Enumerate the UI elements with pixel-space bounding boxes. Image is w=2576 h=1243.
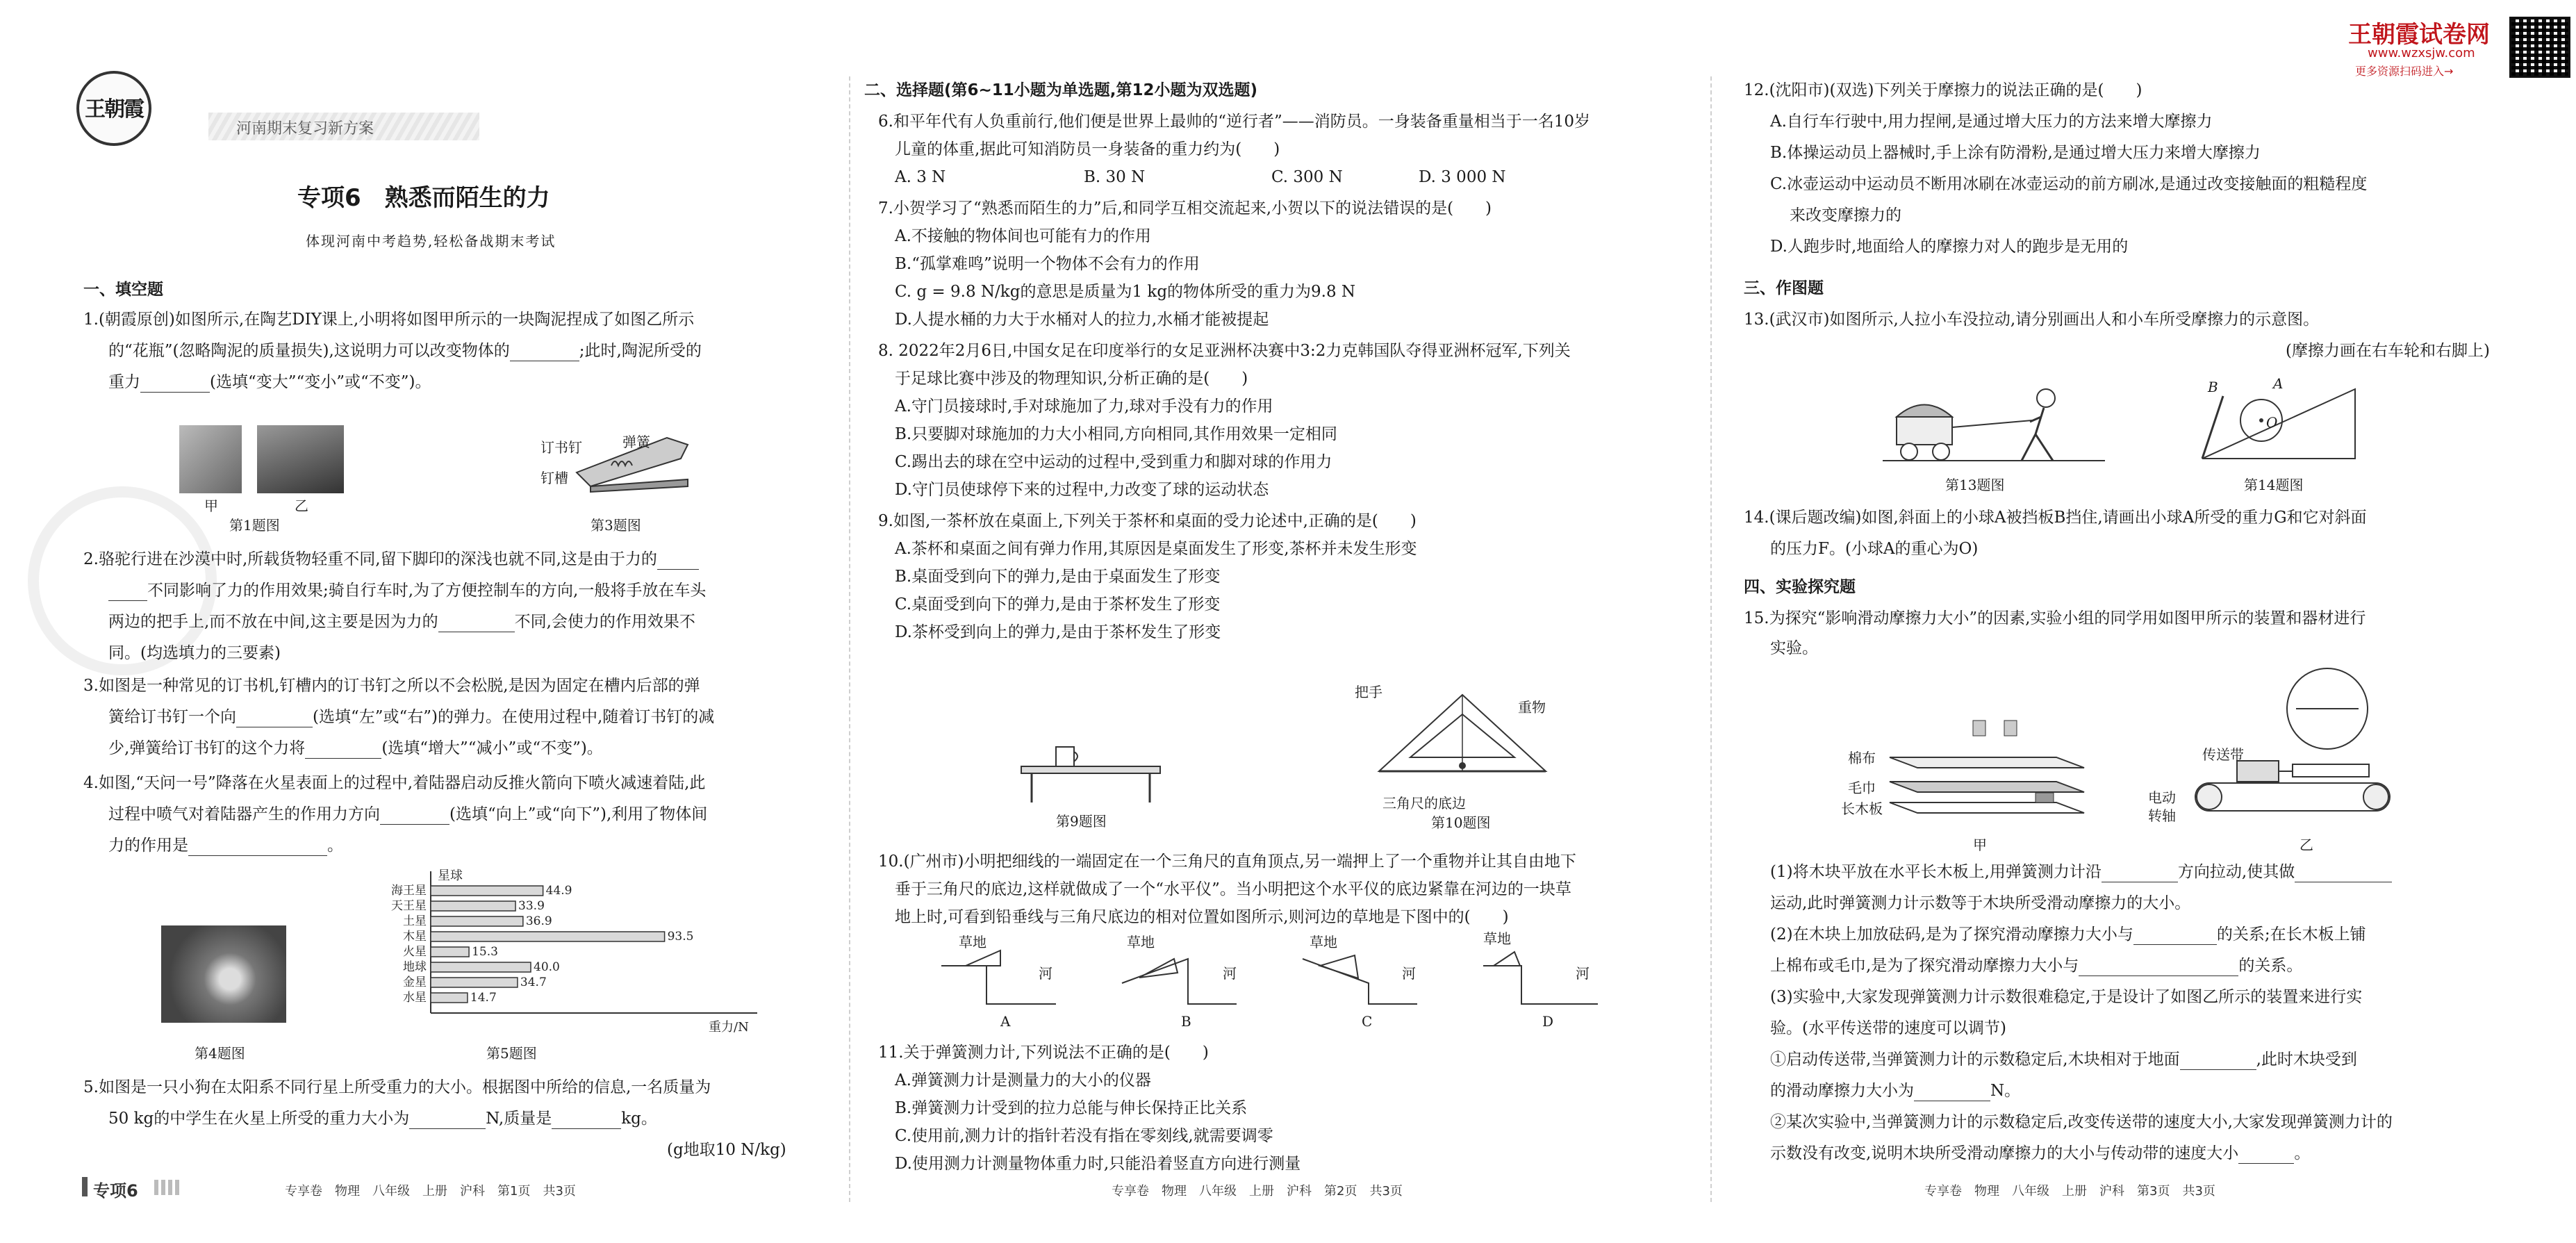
- category-label: 天王星: [391, 899, 427, 913]
- q15-p3-text-b: ,此时木块受到: [2256, 1051, 2357, 1069]
- section-choice: 二、选择题(第6~11小题为单选题,第12小题为双选题): [864, 81, 1258, 99]
- q6-opt-a[interactable]: A. 3 N: [895, 168, 946, 186]
- q9-opt-c[interactable]: C.桌面受到向下的弹力,是由于茶杯发生了形变: [895, 595, 1221, 614]
- q15-p3-text-f: 。: [2294, 1144, 2311, 1162]
- q15-p3-text-d: N。: [1990, 1082, 2021, 1100]
- x-axis-label: 重力/N: [709, 1020, 749, 1035]
- bar: [431, 962, 531, 972]
- q1-line-1: 1.(朝霞原创)如图所示,在陶艺DIY课上,小明将如图甲所示的一块陶泥捏成了如图乙所示: [83, 311, 695, 329]
- bar: [431, 993, 468, 1003]
- fig1-label-b: 乙: [295, 497, 308, 514]
- q6-opt-d[interactable]: D. 3 000 N: [1419, 168, 1506, 186]
- value-label: 33.9: [518, 899, 545, 913]
- q6-line-2: 儿童的体重,据此可知消防员一身装备的重力约为( ): [895, 140, 1280, 158]
- q9-opt-b[interactable]: B.桌面受到向下的弹力,是由于桌面发生了形变: [895, 568, 1221, 586]
- bar: [431, 978, 518, 987]
- q15-part1-line1: [1770, 862, 2392, 882]
- fig4-caption: 第4题图: [195, 1045, 245, 1062]
- q5-gravity-note: (g地取10 N/kg): [667, 1141, 786, 1159]
- q6-line-1: 6.和平年代有人负重前行,他们便是世界上最帅的“逆行者”——消防员。一身装备重量相当于一名10岁: [878, 113, 1591, 131]
- q15-part3-sub1: [1770, 1049, 2357, 1070]
- page-subtitle: 体现河南中考趋势,轻松备战期末考试: [306, 233, 556, 249]
- q1-text-b: ;此时,陶泥所受的: [579, 342, 702, 360]
- category-label: 地球: [403, 960, 427, 974]
- q3-blank-2[interactable]: [305, 743, 381, 759]
- watermark-tagline: 更多资源扫码进入→: [2355, 65, 2454, 78]
- q15-blank-7[interactable]: [2238, 1148, 2294, 1164]
- fig15-label-towel: 毛巾: [1848, 780, 1876, 796]
- q14-line-2: 的压力F。(小球A的重心为O): [1770, 540, 1979, 558]
- q12-opt-d[interactable]: D.人跑步时,地面给人的摩擦力对人的跑步是无用的: [1770, 238, 2129, 256]
- q12-opt-a[interactable]: A.自行车行驶中,用力捏闸,是通过增大压力的方法来增大摩擦力: [1770, 113, 2213, 131]
- bar: [431, 947, 469, 957]
- bar: [431, 916, 523, 926]
- q4-text-b: (选填“向上”或“向下”),利用了物体间: [449, 805, 708, 823]
- footer-pattern: [154, 1180, 179, 1195]
- category-label: 海王星: [391, 884, 427, 898]
- value-label: 44.9: [545, 884, 572, 898]
- q8-opt-a[interactable]: A.守门员接球时,手对球施加了力,球对手没有力的作用: [895, 397, 1273, 415]
- fig9-caption: 第9题图: [1056, 813, 1107, 830]
- bar: [431, 886, 543, 896]
- q15-blank-3[interactable]: [2133, 929, 2217, 945]
- q7-opt-c[interactable]: C. g = 9.8 N/kg的意思是质量为1 kg的物体所受的重力为9.8 N: [895, 283, 1356, 301]
- logo-text: 王朝霞: [85, 97, 143, 122]
- q3-line-3: [108, 738, 603, 759]
- q15-part3-sub2-line2: [1770, 1143, 2310, 1164]
- q2-text-b: 不同影响了力的作用效果;骑自行车时,为了方便控制车的方向,一般将手放在车头: [147, 582, 707, 600]
- q2-line-1: [83, 549, 699, 570]
- q13-line-2: (摩擦力画在右车轮和右脚上): [2286, 342, 2490, 360]
- q15-blank-4[interactable]: [2079, 960, 2238, 976]
- q8-line-1: 8. 2022年2月6日,中国女足在印度举行的女足亚洲杯决赛中3:2力克韩国队夺得亚洲杯冠军,下列关: [878, 342, 1571, 360]
- q15-blank-5[interactable]: [2180, 1054, 2256, 1070]
- q10-river-label-c: 河: [1402, 965, 1416, 982]
- q15-line-1: 15.为探究“影响滑动摩擦力大小”的因素,实验小组的同学用如图甲所示的装置和器材进行: [1744, 609, 2366, 627]
- q1-line-2: [108, 340, 702, 361]
- value-label: 93.5: [667, 930, 694, 944]
- q15-blank-6[interactable]: [1914, 1085, 1990, 1101]
- category-label: 金星: [403, 976, 427, 989]
- q9-stem: 9.如图,一茶杯放在桌面上,下列关于茶杯和桌面的受力论述中,正确的是( ): [878, 512, 1417, 530]
- q10-river-label-a: 河: [1039, 965, 1052, 982]
- section-experiment: 四、实验探究题: [1744, 578, 1856, 596]
- fig15-label-cotton: 棉布: [1848, 750, 1876, 766]
- q10-grass-label-b: 草地: [1127, 934, 1155, 950]
- q9-opt-d[interactable]: D.茶杯受到向上的弹力,是由于茶杯发生了形变: [895, 623, 1221, 641]
- qr-code-icon[interactable]: [2509, 17, 2570, 78]
- q2-blank-1b[interactable]: [108, 585, 147, 601]
- fig14-caption: 第14题图: [2244, 477, 2304, 493]
- q5-blank-1[interactable]: [409, 1113, 486, 1129]
- fig10-label-weight: 重物: [1518, 699, 1546, 716]
- q10-opt-b[interactable]: B: [1181, 1013, 1191, 1030]
- fig14-label-o: O: [2266, 414, 2278, 431]
- fig10-label-base: 三角尺的底边: [1382, 795, 1466, 812]
- q4-blank-1[interactable]: [380, 809, 449, 825]
- q15-p1-text-b: 方向拉动,使其做: [2177, 863, 2295, 881]
- q15-p3-text-e: 示数没有改变,说明木块所受滑动摩擦力的大小与传动带的速度大小: [1770, 1144, 2239, 1162]
- fig1-photo-b: [257, 425, 344, 493]
- fig15-label-motor: 电动: [2148, 789, 2176, 806]
- q3-line-2: [108, 707, 714, 727]
- page-1: [0, 0, 848, 1243]
- page-3: [1716, 0, 2576, 1243]
- category-label: 水星: [403, 991, 427, 1005]
- q11-stem: 11.关于弹簧测力计,下列说法不正确的是( ): [878, 1044, 1209, 1062]
- q15-p2-text-d: 的关系。: [2238, 957, 2303, 975]
- q5-text-c: kg。: [621, 1110, 657, 1128]
- fig1-photo-a: [179, 425, 242, 493]
- q15-part3-line1: (3)实验中,大家发现弹簧测力计示数很难稳定,于是设计了如图乙所示的装置来进行实: [1770, 988, 2363, 1006]
- q15-part3-line2: 验。(水平传送带的速度可以调节): [1770, 1019, 2006, 1037]
- series-banner: [208, 113, 479, 140]
- q11-opt-a[interactable]: A.弹簧测力计是测量力的大小的仪器: [895, 1071, 1151, 1089]
- q15-blank-2[interactable]: [2295, 866, 2392, 882]
- q15-part3-sub1-line2: [1770, 1080, 2020, 1101]
- brand-logo: [76, 71, 151, 146]
- q1-blank-1[interactable]: [510, 345, 579, 361]
- y-axis-label: 星球: [438, 869, 463, 883]
- q15-part3-sub2: ②某次实验中,当弹簧测力计的示数稳定后,改变传送带的速度大小,大家发现弹簧测力计的: [1770, 1113, 2393, 1131]
- fig15-apparatus-a: [1876, 705, 2098, 830]
- fig10-caption: 第10题图: [1431, 814, 1491, 831]
- fig13-person-pulling-cart: [1883, 379, 2112, 469]
- q2-text-c: 两边的把手上,而不放在中间,这主要是因为力的: [108, 613, 438, 631]
- q2-line-4: 同。(均选填力的三要素): [108, 644, 281, 662]
- q3-text-d: (选填“增大”“减小”或“不变”)。: [381, 739, 603, 757]
- q4-text-a: 过程中喷气对着陆器产生的作用力方向: [108, 805, 380, 823]
- fig3-label-staple: 订书钉: [540, 439, 582, 456]
- q4-text-c: 力的作用是: [108, 837, 188, 855]
- q3-text-c: 少,弹簧给订书钉的这个力将: [108, 739, 306, 757]
- q10-line-2: 垂于三角尺的底边,这样就做成了一个“水平仪”。当小明把这个水平仪的底边紧靠在河边的一块草: [895, 880, 1571, 898]
- page-divider-2: [1710, 76, 1712, 1202]
- q7-stem: 7.小贺学习了“熟悉而陌生的力”后,和同学互相交流起来,小贺以下的说法错误的是( ): [878, 199, 1492, 217]
- q2-line-3: [108, 611, 695, 632]
- q5-blank-2[interactable]: [552, 1113, 621, 1129]
- fig15-label-shaft: 转轴: [2148, 807, 2176, 824]
- q1-text-d: (选填“变大”“变小”或“不变”)。: [210, 373, 431, 391]
- q8-opt-b[interactable]: B.只要脚对球施加的力大小相同,方向相同,其作用效果一定相同: [895, 425, 1337, 443]
- footer-text: 专享卷 物理 八年级 上册 沪科 第2页 共3页: [1112, 1184, 1403, 1199]
- q10-line-1: 10.(广州市)小明把细线的一端固定在一个三角尺的直角顶点,另一端押上了一个重物并让其自由地下: [878, 853, 1576, 871]
- q12-opt-c[interactable]: C.冰壶运动中运动员不断用冰刷在冰壶运动的前方刷冰,是通过改变接触面的粗糙程度: [1770, 175, 2368, 193]
- q4-line-3: [108, 835, 343, 856]
- page-title: 专项6 熟悉而陌生的力: [297, 184, 550, 212]
- q12-stem: 12.(沈阳市)(双选)下列关于摩擦力的说法正确的是( ): [1744, 81, 2142, 99]
- q12-opt-c-cont: 来改变摩擦力的: [1790, 206, 1901, 224]
- q5-text-a: 50 kg的中学生在火星上所受的重力大小为: [108, 1110, 410, 1128]
- q6-opt-c[interactable]: C. 300 N: [1271, 168, 1343, 186]
- watermark-url: www.wzxsjw.com: [2368, 46, 2475, 60]
- series-banner-text: 河南期末复习新方案: [236, 120, 374, 138]
- q7-opt-b[interactable]: B.“孤掌难鸣”说明一个物体不会有力的作用: [895, 255, 1200, 273]
- fig14-label-b: B: [2208, 379, 2218, 395]
- fig3-label-spring: 弹簧: [622, 434, 650, 450]
- q3-line-1: 3.如图是一种常见的订书机,钉槽内的订书钉之所以不会松脱,是因为固定在槽内后部的弹: [83, 677, 700, 695]
- fig5-caption: 第5题图: [486, 1045, 537, 1062]
- q10-opt-c[interactable]: C: [1362, 1013, 1373, 1030]
- q4-text-d: 。: [327, 837, 343, 855]
- q15-p3-text-c: 的滑动摩擦力大小为: [1770, 1082, 1914, 1100]
- watermark-brand: 王朝霞试卷网: [2348, 21, 2490, 49]
- q10-line-3: 地上时,可看到铅垂线与三角尺底边的相对位置如图所示,则河边的草地是下图中的( ): [895, 908, 1509, 926]
- fig9-cup-on-table: [1014, 730, 1181, 806]
- q15-p2-text-b: 的关系;在长木板上铺: [2216, 925, 2366, 944]
- q11-opt-d[interactable]: D.使用测力计测量物体重力时,只能沿着竖直方向进行测量: [895, 1155, 1301, 1173]
- footer-text: 专享卷 物理 八年级 上册 沪科 第3页 共3页: [1924, 1184, 2215, 1199]
- value-label: 34.7: [520, 976, 547, 989]
- fig10-label-handle: 把手: [1355, 684, 1382, 700]
- q3-text-b: (选填“左”或“右”)的弹力。在使用过程中,随着订书钉的减: [313, 708, 715, 726]
- q1-text-c: 重力: [108, 373, 140, 391]
- q9-opt-a[interactable]: A.茶杯和桌面之间有弹力作用,其原因是桌面发生了形变,茶杯并未发生形变: [895, 540, 1417, 558]
- q10-grass-label-a: 草地: [959, 934, 986, 950]
- q4-line-1: 4.如图,“天问一号”降落在火星表面上的过程中,着陆器启动反推火箭向下喷火减速着陆,此: [83, 774, 706, 792]
- q14-line-1: 14.(课后题改编)如图,斜面上的小球A被挡板B挡住,请画出小球A所受的重力G和它对斜面: [1744, 509, 2367, 527]
- q8-line-2: 于足球比赛中涉及的物理知识,分析正确的是( ): [895, 370, 1248, 388]
- q10-river-label-b: 河: [1223, 965, 1237, 982]
- section-fill-blank: 一、填空题: [83, 281, 163, 299]
- q15-part2-line2: [1770, 955, 2302, 976]
- q3-text-a: 簧给订书钉一个向: [108, 708, 236, 726]
- q1-line-3: [108, 372, 431, 393]
- q7-opt-a[interactable]: A.不接触的物体间也可能有力的作用: [895, 227, 1151, 245]
- footer-text: 专享卷 物理 八年级 上册 沪科 第1页 共3页: [285, 1184, 576, 1199]
- fig13-caption: 第13题图: [1945, 477, 2005, 493]
- q2-text-d: 不同,会使力的作用效果不: [514, 613, 695, 631]
- q15-p3-text-a: ①启动传送带,当弹簧测力计的示数稳定后,木块相对于地面: [1770, 1051, 2180, 1069]
- q4-blank-2[interactable]: [188, 840, 327, 856]
- q5-text-b: N,质量是: [486, 1110, 552, 1128]
- q7-opt-d[interactable]: D.人提水桶的力大于水桶对人的拉力,水桶才能被提起: [895, 311, 1269, 329]
- q15-p1-text-a: (1)将木块平放在水平长木板上,用弹簧测力计沿: [1770, 863, 2102, 881]
- q15-part1-line2: 运动,此时弹簧测力计示数等于木块所受滑动摩擦力的大小。: [1770, 894, 2191, 912]
- fig4-photo: [161, 925, 286, 1023]
- q10-opt-a[interactable]: A: [1000, 1013, 1011, 1030]
- q15-part2-line1: [1770, 924, 2366, 945]
- value-label: 15.3: [472, 945, 498, 959]
- fig15-label-board: 长木板: [1841, 800, 1883, 817]
- bar: [431, 901, 515, 911]
- q12-opt-b[interactable]: B.体操运动员上器械时,手上涂有防滑粉,是通过增大压力来增大摩擦力: [1770, 144, 2261, 162]
- value-label: 36.9: [525, 914, 552, 928]
- q15-blank-1[interactable]: [2102, 866, 2178, 882]
- q2-blank-1[interactable]: [657, 554, 699, 570]
- q2-line-2: [108, 580, 706, 601]
- q5-line-1: 5.如图是一只小狗在太阳系不同行星上所受重力的大小。根据图中所给的信息,一名质量为: [83, 1078, 711, 1096]
- fig1-label-a: 甲: [204, 497, 218, 514]
- fig14-ball-on-incline: [2195, 375, 2376, 466]
- section-drawing: 三、作图题: [1744, 279, 1824, 297]
- fig15-label-jia: 甲: [1973, 837, 1987, 853]
- fig5-bar-chart: [347, 869, 778, 1049]
- value-label: 40.0: [534, 960, 560, 974]
- q10-grass-label-c: 草地: [1310, 934, 1337, 950]
- q15-p2-text-a: (2)在木块上加放砝码,是为了探究滑动摩擦力大小与: [1770, 925, 2133, 944]
- footer-tag: 专项6: [93, 1181, 138, 1201]
- category-label: 土星: [403, 914, 427, 928]
- q15-line-2: 实验。: [1770, 639, 1818, 657]
- q2-blank-2[interactable]: [438, 616, 515, 632]
- q6-opt-b[interactable]: B. 30 N: [1084, 168, 1146, 186]
- bar: [431, 932, 665, 941]
- fig15-label-yi: 乙: [2300, 837, 2313, 853]
- q4-line-2: [108, 804, 707, 825]
- q11-opt-b[interactable]: B.弹簧测力计受到的拉力总能与伸长保持正比关系: [895, 1099, 1248, 1117]
- q13-line-1: 13.(武汉市)如图所示,人拉小车没拉动,请分别画出人和小车所受摩擦力的示意图。: [1744, 311, 2320, 329]
- q1-blank-2[interactable]: [140, 377, 210, 393]
- q10-grass-label-d: 草地: [1483, 930, 1511, 947]
- q8-opt-d[interactable]: D.守门员使球停下来的过程中,力改变了球的运动状态: [895, 481, 1269, 499]
- fig14-label-a: A: [2273, 375, 2284, 392]
- fig1-caption: 第1题图: [229, 517, 280, 534]
- fig3-label-slot: 钉槽: [540, 470, 568, 486]
- q5-line-2: [108, 1108, 657, 1129]
- q10-opt-d[interactable]: D: [1542, 1013, 1554, 1030]
- q1-text-a: 的“花瓶”(忽略陶泥的质量损失),这说明力可以改变物体的: [108, 342, 510, 360]
- page-divider-1: [849, 76, 850, 1202]
- q8-opt-c[interactable]: C.踢出去的球在空中运动的过程中,受到重力和脚对球的作用力: [895, 453, 1332, 471]
- q15-p2-text-c: 上棉布或毛巾,是为了探究滑动摩擦力大小与: [1770, 957, 2079, 975]
- value-label: 14.7: [470, 991, 497, 1005]
- category-label: 木星: [403, 930, 427, 944]
- category-label: 火星: [403, 945, 427, 959]
- page-2: [854, 0, 1709, 1243]
- q11-opt-c[interactable]: C.使用前,测力计的指针若没有指在零刻线,就需要调零: [895, 1127, 1273, 1145]
- fig3-caption: 第3题图: [591, 517, 641, 534]
- q2-text-a: 2.骆驼行进在沙漠中时,所载货物轻重不同,留下脚印的深浅也就不同,这是由于力的: [83, 550, 657, 568]
- footer-tag-bar: [82, 1177, 88, 1196]
- q3-blank-1[interactable]: [236, 711, 313, 727]
- fig15-label-belt: 传送带: [2202, 746, 2244, 763]
- q10-river-label-d: 河: [1576, 965, 1590, 982]
